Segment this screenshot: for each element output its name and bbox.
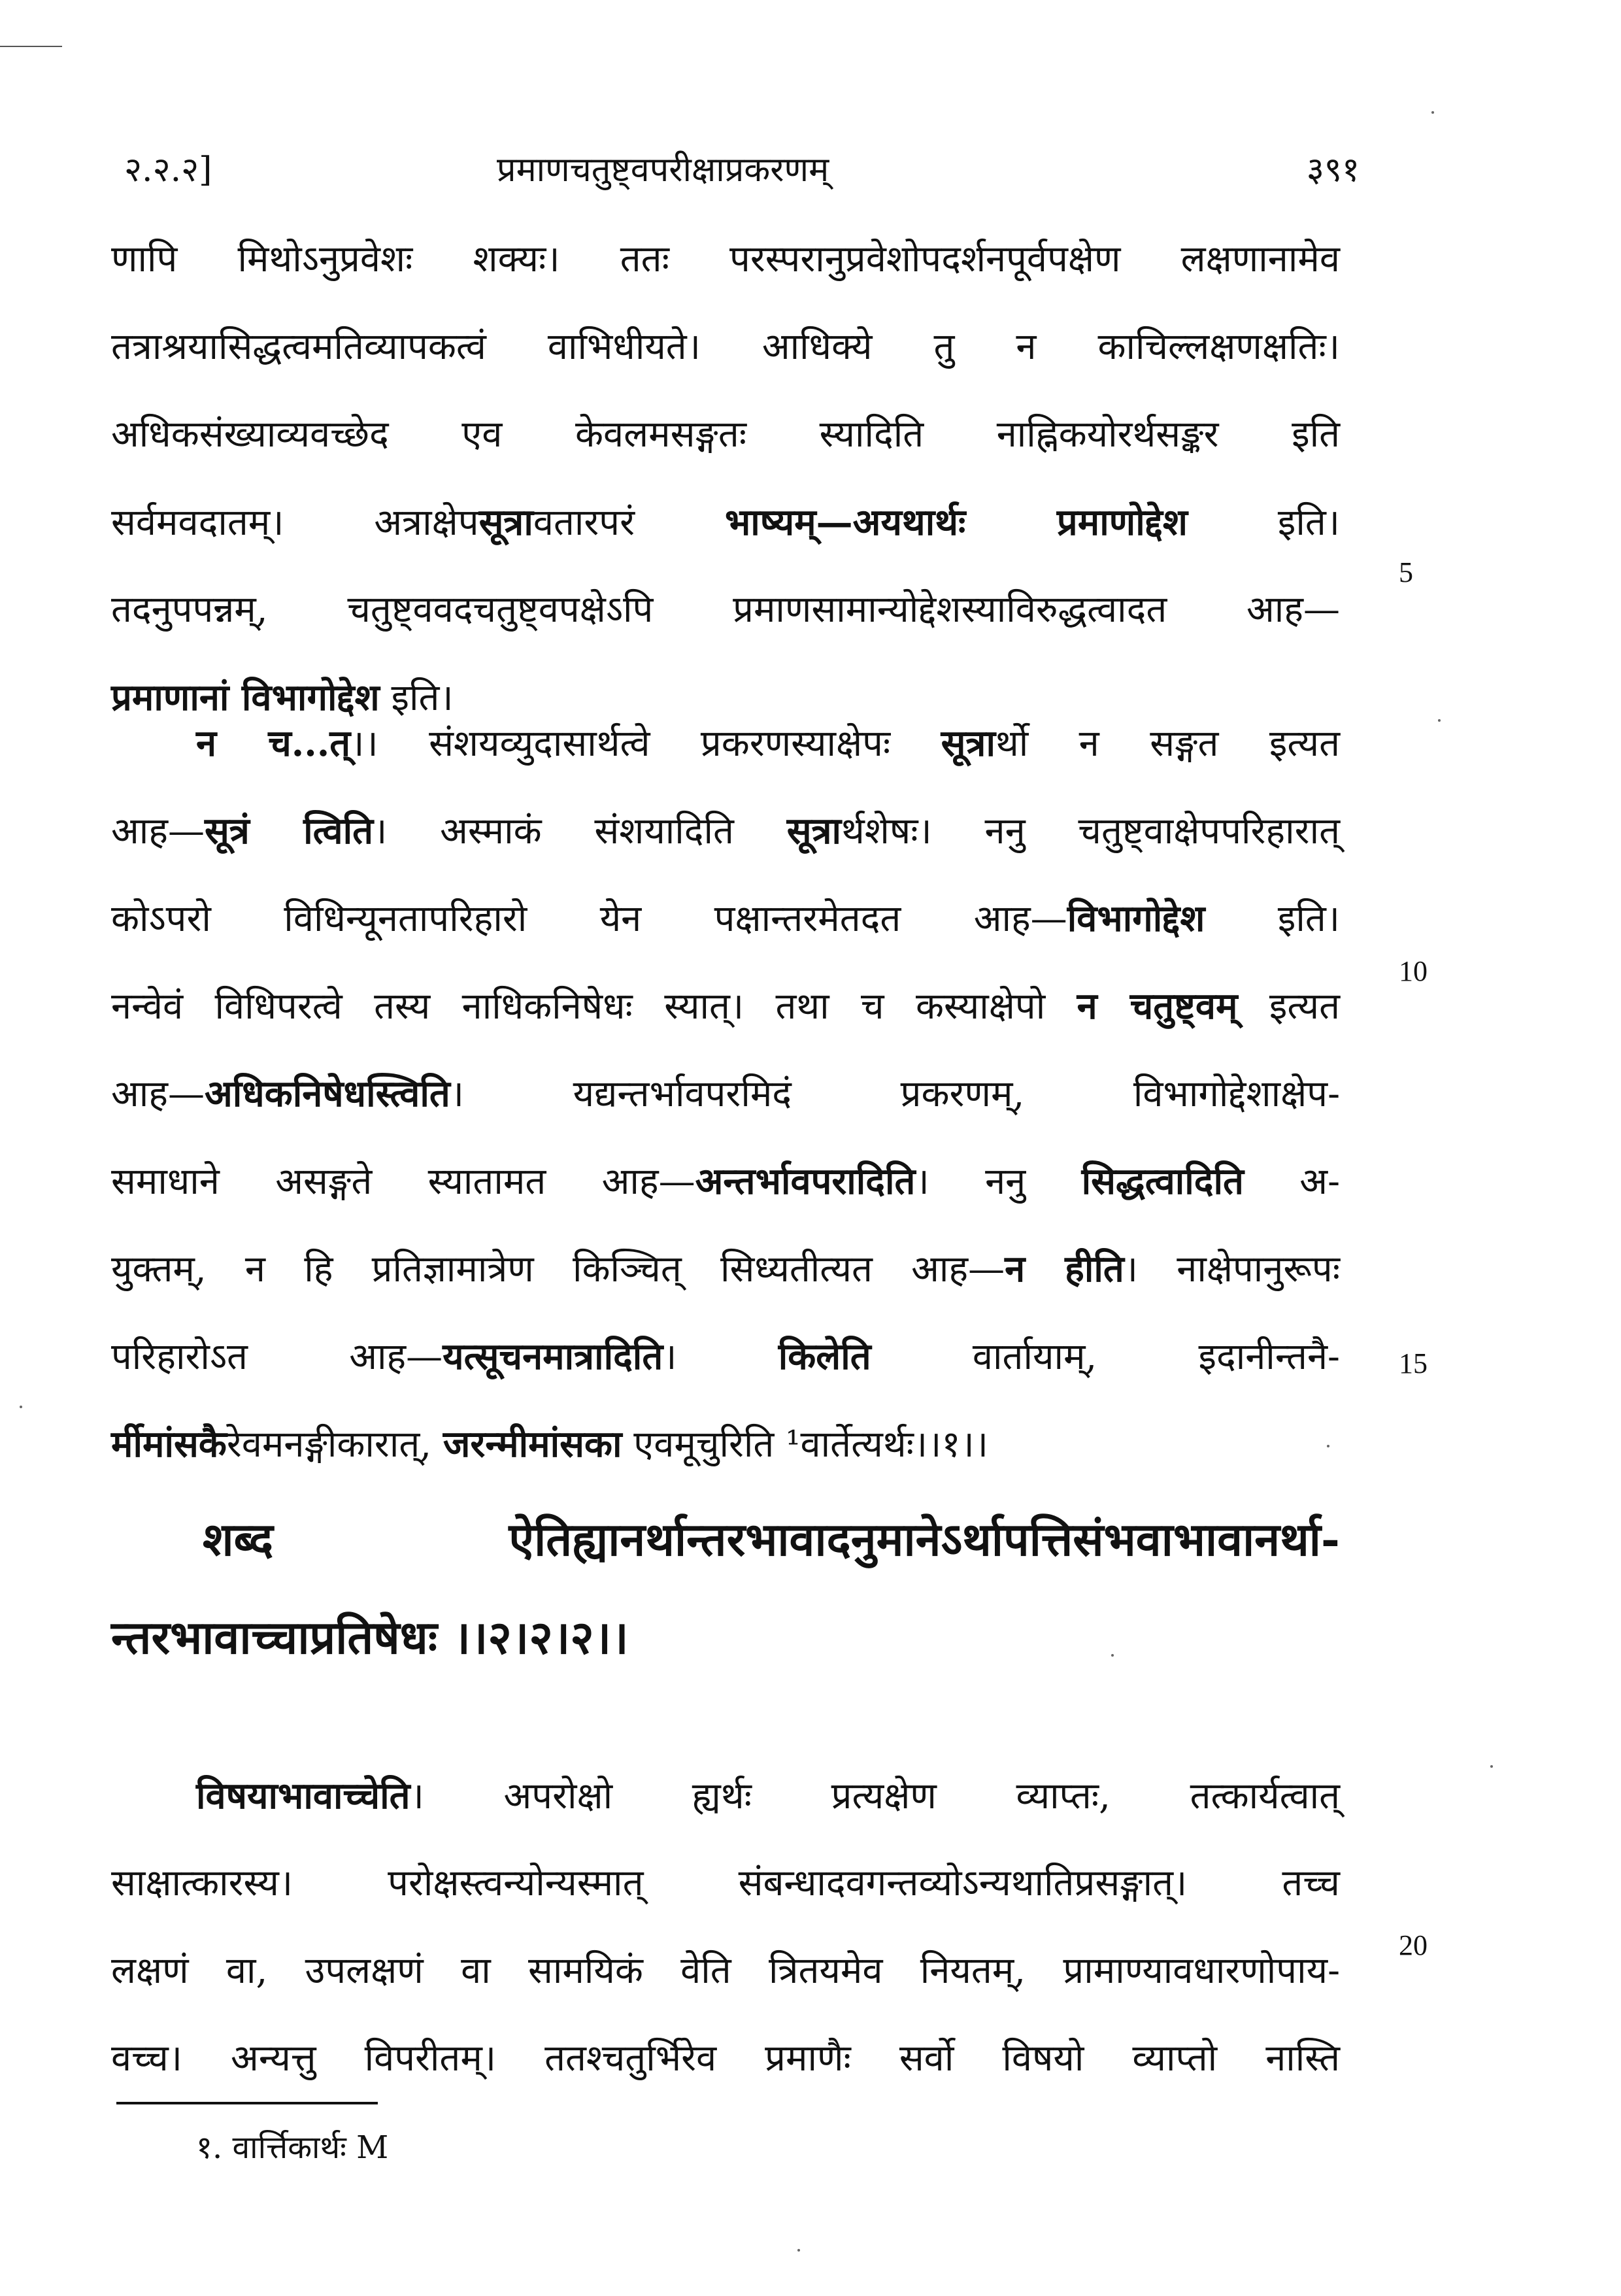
paragraph-2 xyxy=(111,700,1340,1488)
text-line: णापि मिथोऽनुप्रवेशः शक्यः। ततः परस्परानुप्रवेशोपदर्शनपूर्वपक्षेण लक्षणानामेव xyxy=(111,238,1340,280)
text-line: नन्वेवं विधिपरत्वे तस्य नाधिकनिषेधः स्यात्। तथा च कस्याक्षेपो न चतुष्ट्वम् इत्यत xyxy=(111,985,1341,1028)
text-line: कोऽपरो विधिन्यूनतापरिहारो येन पक्षान्तरमेतदत आह—विभागोद्देश इति। xyxy=(111,897,1340,940)
text-line: अधिकसंख्याव्यवच्छेद एव केवलमसङ्गतः स्यादिति नाह्निकयोरर्थसङ्कर इति xyxy=(111,413,1340,456)
text-line: वच्च। अन्यत्तु विपरीतम्। ततश्चतुर्भिरेव प्रमाणैः सर्वो विषयो व्याप्तो नास्ति xyxy=(111,2037,1340,2080)
text-line: लक्षणं वा, उपलक्षणं वा सामयिकं वेति त्रितयमेव नियतम्, प्रामाण्यावधारणोपाय- xyxy=(111,1950,1340,1992)
text-line: युक्तम्, न हि प्रतिज्ञामात्रेण किञ्चित् सिध्यतीत्यत आह—न हीति। नाक्षेपानुरूपः xyxy=(111,1247,1340,1291)
scan-speck xyxy=(797,2249,800,2252)
text-line: तत्राश्रयासिद्धत्वमतिव्यापकत्वं वाभिधीयते। आधिक्ये तु न काचिल्लक्षणक्षतिः। xyxy=(111,326,1340,368)
scan-speck xyxy=(1490,1765,1493,1768)
scan-speck xyxy=(1438,719,1441,722)
text-line: आह—अधिकनिषेधस्त्विति। यद्यन्तर्भावपरमिदं प्रकरणम्, विभागोद्देशाक्षेप- xyxy=(111,1072,1340,1115)
text-line: तदनुपपन्नम्, चतुष्ट्ववदचतुष्ट्वपक्षेऽपि प्रमाणसामान्योद्देशस्याविरुद्धत्वादत आह— xyxy=(111,588,1340,631)
line-number-10: 10 xyxy=(1399,955,1428,987)
scan-speck xyxy=(1431,111,1434,114)
header-chapter-title: प्रमाणचतुष्ट्वपरीक्षाप्रकरणम् xyxy=(497,150,829,190)
text-line: सर्वमवदातम्। अत्राक्षेपसूत्रावतारपरं भाष्यम्—अयथार्थः प्रमाणोद्देश इति। xyxy=(111,501,1341,544)
scan-speck xyxy=(1327,1445,1329,1447)
running-header xyxy=(111,141,1386,199)
scan-speck xyxy=(1111,1654,1114,1657)
paragraph-3 xyxy=(111,1752,1340,2102)
line-number-20: 20 xyxy=(1399,1929,1428,1961)
text-line: प्रमाणानां विभागोद्देश इति। xyxy=(111,676,454,719)
paragraph-1 xyxy=(111,216,1340,741)
sutra-line: न्तरभावाच्चाप्रतिषेधः ।।२।२।२।। xyxy=(111,1610,629,1664)
text-line: समाधाने असङ्गते स्यातामत आह—अन्तर्भावपरादिति। ननु सिद्धत्वादिति अ- xyxy=(111,1160,1340,1203)
text-line: न च...त्।। संशयव्युदासार्थत्वे प्रकरणस्याक्षेपः सूत्रार्थो न सङ्गत इत्यत xyxy=(196,722,1340,765)
line-number-15: 15 xyxy=(1399,1347,1428,1379)
page-number: ३९१ xyxy=(1306,150,1360,190)
text-line: र्मीमांसकैरेवमनङ्गीकारात्, जरन्मीमांसका एवमूचुरिति ¹वार्तेत्यर्थः।।१।। xyxy=(111,1423,988,1466)
header-section-number: २.२.२] xyxy=(124,150,212,190)
footnote-rule xyxy=(116,2102,378,2104)
footnote: १. वार्त्तिकार्थः M xyxy=(196,2129,389,2166)
text-line: विषयाभावाच्चेति। अपरोक्षो ह्यर्थः प्रत्यक्षेण व्याप्तः, तत्कार्यत्वात् xyxy=(196,1774,1340,1817)
text-line: साक्षात्कारस्य। परोक्षस्त्वन्योन्यस्मात् संबन्धादवगन्तव्योऽन्यथातिप्रसङ्गात्। तच्च xyxy=(111,1862,1340,1904)
sutra-heading xyxy=(111,1491,1340,1687)
sutra-line: शब्द ऐतिह्यानर्थान्तरभावादनुमानेऽर्थापत्तिसंभवाभावानर्था- xyxy=(203,1512,1340,1566)
text-line: परिहारोऽत आह—यत्सूचनमात्रादिति। किलेति वार्तायाम्, इदानीन्तनै- xyxy=(111,1335,1340,1378)
scan-edge-mark xyxy=(0,46,62,47)
scan-speck xyxy=(20,1406,22,1408)
line-number-5: 5 xyxy=(1399,556,1413,588)
text-line: आह—सूत्रं त्विति। अस्माकं संशयादिति सूत्रार्थशेषः। ननु चतुष्ट्वाक्षेपपरिहारात् xyxy=(111,809,1340,853)
